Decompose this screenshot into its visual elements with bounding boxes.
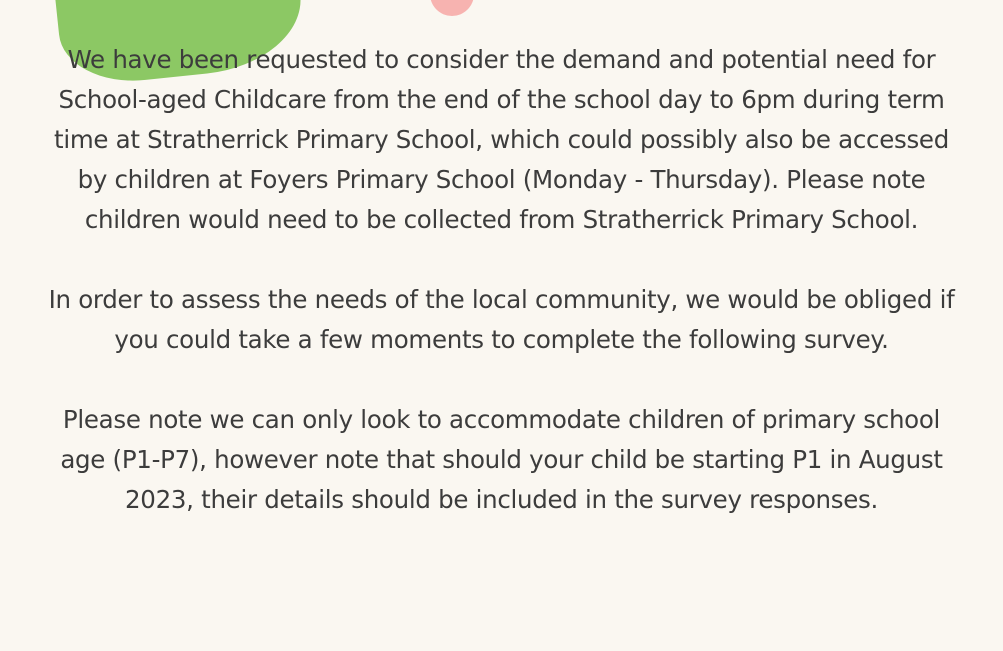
decorative-pink-blob xyxy=(430,0,474,16)
intro-paragraph-1: We have been requested to consider the demand and potential need for School-aged Childcare from the end of the school day to 6pm during term time at Stratherrick Primary School, which could possibly also be accessed by children at Foyers Primary School (Monday - Thursday). Please note children would need to be collected from Stratherrick Primary School. xyxy=(54,45,949,234)
intro-paragraph-3: Please note we can only look to accommodate children of primary school age (P1-P7), however note that should your child be starting P1 in August 2023, their details should be included in the survey responses. xyxy=(60,405,943,514)
intro-paragraph-2: In order to assess the needs of the local community, we would be obliged if you could take a few moments to complete the following survey. xyxy=(48,285,955,354)
intro-text xyxy=(40,40,963,520)
